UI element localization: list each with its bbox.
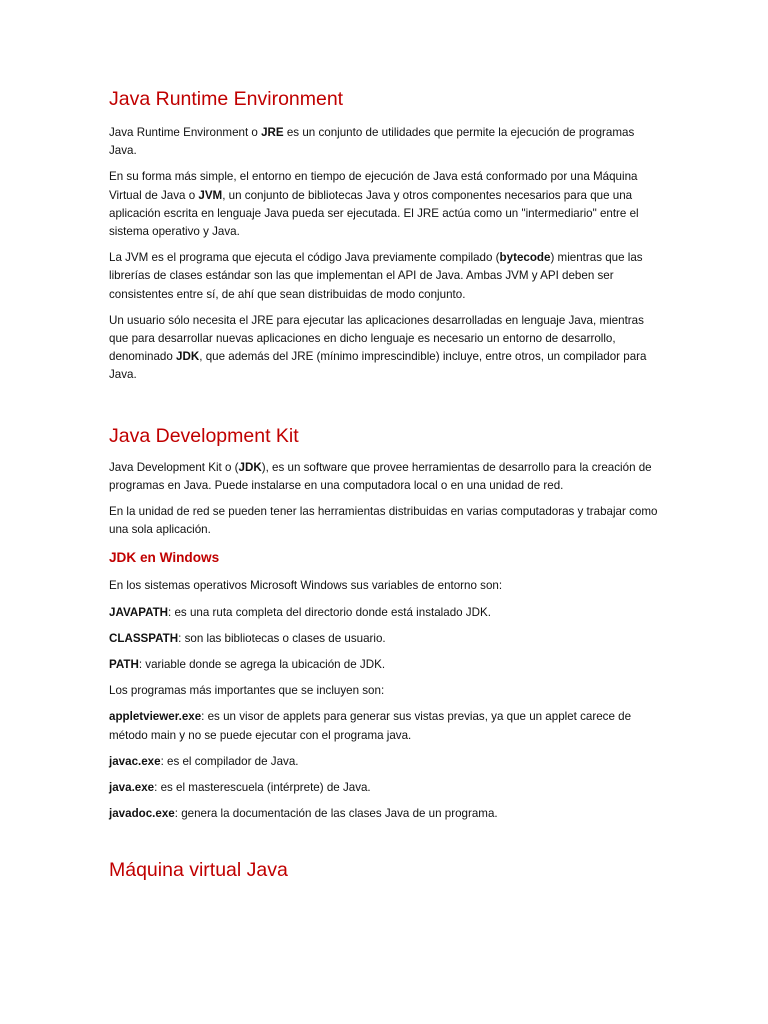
program-name: appletviewer.exe [109, 710, 202, 724]
heading-jdk-en-windows: JDK en Windows [109, 550, 220, 566]
program-name: javac.exe [109, 754, 161, 768]
jdk-p1-text-a: Java Development Kit o ( [109, 460, 239, 474]
jre-paragraph-2 [109, 168, 661, 241]
env-var-path [109, 656, 661, 674]
jre-p1-text-c: es un conjunto de utilidades que permite la ejecución de programas Java. [109, 126, 635, 158]
program-appletviewer [109, 708, 661, 744]
jre-p1-bold: JRE [261, 126, 284, 139]
env-var-classpath [109, 630, 661, 648]
jre-p4-bold: JDK [176, 350, 200, 364]
jdk-paragraph-1 [109, 459, 661, 495]
windows-intro: En los sistemas operativos Microsoft Windows sus variables de entorno son: [109, 579, 503, 593]
jre-paragraph-3 [109, 249, 661, 304]
jre-p4-text-a: Un usuario sólo necesita el JRE para ejecutar las aplicaciones desarrolladas en lenguaje Java, mientras que para desarrollar nuevas aplicaciones en dicho lenguaje es necesario un entorno de desarrollo, denominado [109, 313, 644, 364]
jre-p3-bold: bytecode [499, 251, 551, 265]
heading-java-development-kit: Java Development Kit [109, 424, 299, 447]
jre-p2-bold: JVM [198, 188, 223, 202]
jre-p2-text-c: , un conjunto de bibliotecas Java y otros componentes necesarios para que una aplicación escrita en lenguaje Java pueda ser ejecutada. El JRE actúa como un "intermediario" entre el sistema operativo y Java. [109, 188, 639, 239]
program-name: java.exe [109, 781, 155, 795]
heading-maquina-virtual-java: Máquina virtual Java [109, 859, 288, 882]
jre-p2-text-a: En su forma más simple, el entorno en tiempo de ejecución de Java está conformado por una Máquina Virtual de Java o [109, 170, 638, 202]
jre-paragraph-4 [109, 312, 661, 385]
program-desc: : es el compilador de Java. [160, 754, 299, 768]
env-var-desc: : variable donde se agrega la ubicación de JDK. [138, 658, 386, 672]
programs-intro: Los programas más importantes que se incluyen son: [109, 684, 385, 698]
jre-p4-text-c: , que además del JRE (mínimo imprescindible) incluye, entre otros, un compilador para Java. [109, 350, 647, 382]
jdk-paragraph-2: En la unidad de red se pueden tener las herramientas distribuidas en varias computadoras y trabajar como una sola aplicación. [109, 505, 658, 537]
jre-paragraph-1 [109, 124, 661, 160]
document-page [109, 86, 661, 883]
env-var-name: CLASSPATH [109, 631, 179, 645]
program-javac [109, 753, 661, 771]
program-java [109, 779, 661, 797]
env-var-desc: : son las bibliotecas o clases de usuario. [178, 631, 386, 645]
jre-p1-text-a: Java Runtime Environment o [109, 126, 262, 139]
jdk-p1-bold: JDK [238, 460, 262, 474]
env-var-name: PATH [109, 658, 139, 672]
program-desc: : genera la documentación de las clases Java de un programa. [174, 807, 498, 821]
jre-p3-text-a: La JVM es el programa que ejecuta el código Java previamente compilado ( [109, 251, 500, 265]
program-desc: : es el masterescuela (intérprete) de Java. [154, 781, 371, 795]
program-name: javadoc.exe [109, 807, 175, 821]
program-desc: : es un visor de applets para generar sus vistas previas, ya que un applet carece de método main y no se puede ejecutar con el programa java. [109, 710, 632, 742]
jdk-p1-text-c: ), es un software que provee herramientas de desarrollo para la creación de programas en Java. Puede instalarse en una computadora local o en una unidad de red. [109, 460, 652, 492]
env-var-desc: : es una ruta completa del directorio donde está instalado JDK. [168, 605, 491, 619]
heading-java-runtime-environment: Java Runtime Environment [109, 88, 344, 110]
env-var-name: JAVAPATH [109, 605, 169, 619]
env-var-javapath [109, 604, 661, 622]
program-javadoc [109, 805, 661, 823]
jre-p3-text-c: ) mientras que las librerías de clases estándar son las que implementan el API de Java. Ambas JVM y API deben ser consistentes entre sí, de ahí que sean distribuidas de modo conjunto. [109, 251, 643, 301]
